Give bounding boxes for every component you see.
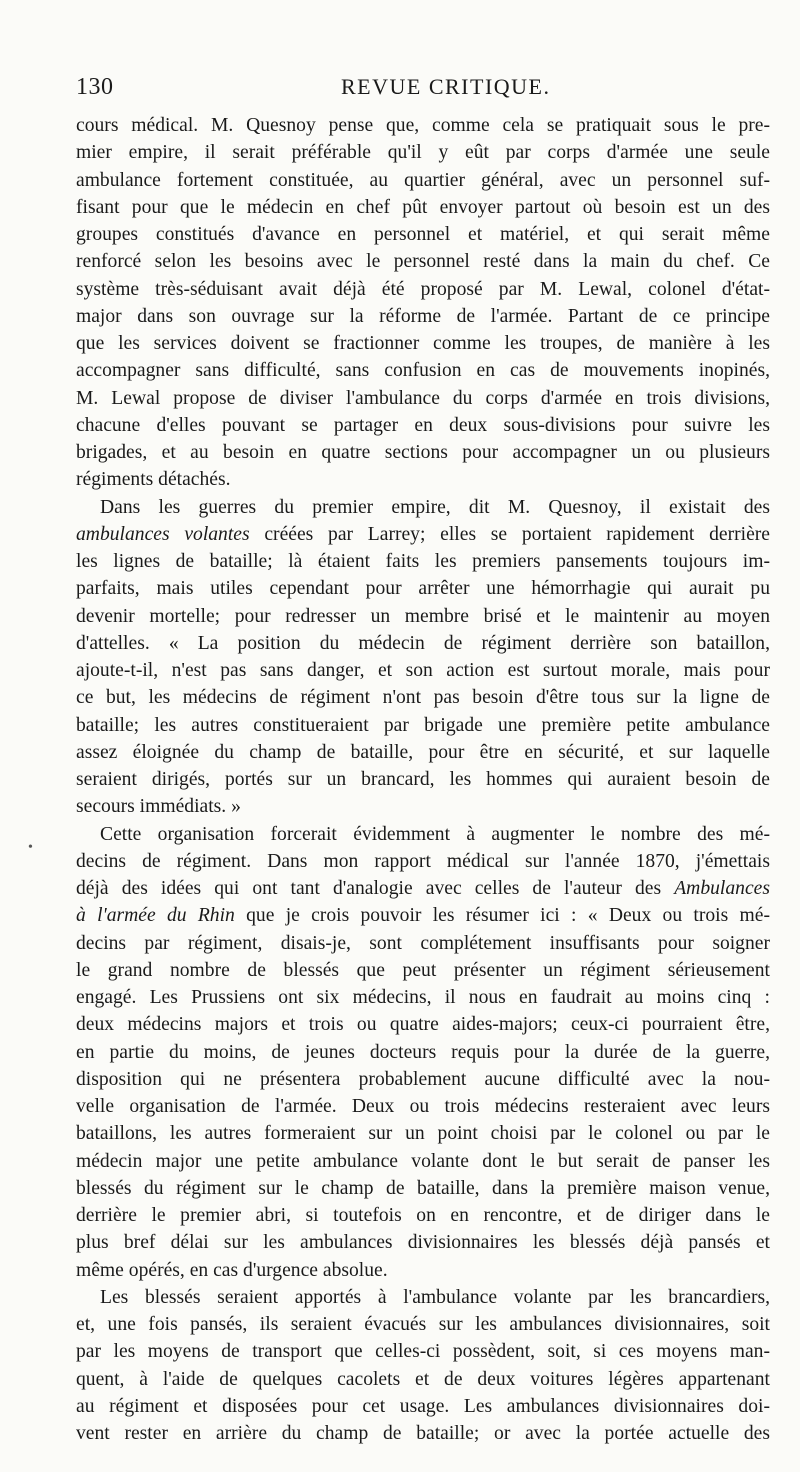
line-text: système très-séduisant avait déjà été proposé par M. Lewal, colonel d'état- xyxy=(76,278,770,300)
line-text: bataille; les autres constitueraient par brigade une première petite ambulance xyxy=(76,714,770,736)
text-line xyxy=(76,330,770,357)
text-line xyxy=(76,385,770,412)
line-text: créées par Larrey; elles se portaient rapidement derrière xyxy=(249,523,770,545)
line-text: mier empire, il serait préférable qu'il y eût par corps d'armée une seule xyxy=(76,142,770,164)
line-text: Les blessés seraient apportés à l'ambulance volante par les brancardiers, xyxy=(100,1286,770,1308)
text-line xyxy=(76,657,770,684)
text-line xyxy=(76,1338,770,1365)
line-text: derrière le premier abri, si toutefois on en rencontre, et de diriger dans le xyxy=(76,1205,770,1226)
line-text: déjà des idées qui ont tant d'analogie avec celles de l'auteur des xyxy=(76,878,675,899)
line-text: renforcé selon les besoins avec le personnel resté dans la main du chef. Ce xyxy=(76,251,770,273)
text-line xyxy=(76,357,770,384)
text-line xyxy=(76,739,770,766)
line-text: en partie du moins, de jeunes docteurs requis pour la durée de la guerre, xyxy=(76,1041,770,1063)
text-line xyxy=(76,1284,770,1311)
line-text: accompagner sans difficulté, sans confusion en cas de mouvements inopinés, xyxy=(76,360,770,382)
line-text: Cette organisation forcerait évidemment à augmenter le nombre des mé- xyxy=(100,823,770,845)
text-line xyxy=(76,1120,770,1147)
text-line xyxy=(76,1175,770,1202)
text-line xyxy=(76,1311,770,1338)
line-text: que je crois pouvoir les résumer ici : « Deux ou trois mé- xyxy=(234,905,770,927)
line-text: cours médical. M. Quesnoy pense que, comme cela se pratiquait sous le pre- xyxy=(76,115,770,136)
body-text xyxy=(76,112,770,1447)
text-line xyxy=(76,521,770,548)
text-line xyxy=(76,1229,770,1256)
line-text: chacune d'elles pouvant se partager en deux sous-divisions pour suivre les xyxy=(76,414,770,436)
text-line xyxy=(76,412,770,439)
line-text: seraient dirigés, portés sur un brancard, les hommes qui auraient besoin de xyxy=(76,769,770,790)
text-line xyxy=(76,1366,770,1393)
page-header xyxy=(76,66,770,106)
text-line xyxy=(76,957,770,984)
text-line xyxy=(76,793,770,820)
running-title: REVUE CRITIQUE. xyxy=(341,74,551,99)
line-text: régiments détachés. xyxy=(76,469,231,491)
text-line xyxy=(76,1257,770,1284)
page-number: 130 xyxy=(76,74,114,100)
line-text: plus bref délai sur les ambulances divisionnaires les blessés déjà pansés et xyxy=(76,1232,770,1254)
line-text: decins par régiment, disais-je, sont complétement insuffisants pour soigner xyxy=(76,932,770,954)
margin-mark: • xyxy=(28,840,33,855)
text-line xyxy=(76,194,770,221)
line-text: les lignes de bataille; là étaient faits les premiers pansements toujours im- xyxy=(76,551,770,572)
line-text: ambulance fortement constituée, au quartier général, avec un personnel suf- xyxy=(76,169,770,191)
text-line xyxy=(76,575,770,602)
text-line xyxy=(76,902,770,929)
italic-text: à l'armée du Rhin xyxy=(76,905,235,927)
line-text: major dans son ouvrage sur la réforme de l'armée. Partant de ce principe xyxy=(76,305,770,327)
text-line xyxy=(76,875,770,902)
text-line xyxy=(76,712,770,739)
line-text: disposition qui ne présentera probablement aucune difficulté avec la nou- xyxy=(76,1068,770,1090)
line-text: par les moyens de transport que celles-ci possèdent, soit, si ces moyens man- xyxy=(76,1341,770,1363)
text-line xyxy=(76,821,770,848)
text-line xyxy=(76,1393,770,1420)
text-line xyxy=(76,848,770,875)
line-text: vent rester en arrière du champ de bataille; or avec la portée actuelle des xyxy=(76,1423,770,1444)
text-line xyxy=(76,1093,770,1120)
line-text: fisant pour que le médecin en chef pût envoyer partout où besoin est un des xyxy=(76,196,770,218)
line-text: médecin major une petite ambulance volante dont le but serait de panser les xyxy=(76,1150,770,1172)
line-text: quent, à l'aide de quelques cacolets et de deux voitures légères appartenant xyxy=(76,1368,770,1390)
line-text: secours immédiats. » xyxy=(76,796,241,818)
line-text: engagé. Les Prussiens ont six médecins, il nous en faudrait au moins cinq : xyxy=(76,987,770,1008)
text-line xyxy=(76,221,770,248)
line-text: velle organisation de l'armée. Deux ou trois médecins resteraient avec leurs xyxy=(76,1096,770,1117)
line-text: M. Lewal propose de diviser l'ambulance du corps d'armée en trois divisions, xyxy=(76,387,770,409)
line-text: ce but, les médecins de régiment n'ont pas besoin d'être tous sur la ligne de xyxy=(76,687,770,709)
text-line xyxy=(76,248,770,275)
italic-text: ambulances volantes xyxy=(76,523,250,545)
line-text: et, une fois pansés, ils seraient évacués sur les ambulances divisionnaires, soit xyxy=(76,1314,770,1335)
text-line xyxy=(76,466,770,493)
line-text: devenir mortelle; pour redresser un membre brisé et le maintenir au moyen xyxy=(76,605,770,627)
text-line xyxy=(76,303,770,330)
text-line xyxy=(76,1039,770,1066)
text-line xyxy=(76,630,770,657)
line-text: parfaits, mais utiles cependant pour arrêter une hémorrhagie qui aurait pu xyxy=(76,578,770,600)
text-line xyxy=(76,766,770,793)
text-line xyxy=(76,1011,770,1038)
line-text: au régiment et disposées pour cet usage. Les ambulances divisionnaires doi- xyxy=(76,1395,770,1417)
text-line xyxy=(76,139,770,166)
line-text: que les services doivent se fractionner comme les troupes, de manière à les xyxy=(76,333,770,354)
line-text: Dans les guerres du premier empire, dit M. Quesnoy, il existait des xyxy=(100,496,770,518)
line-text: assez éloignée du champ de bataille, pour être en sécurité, et sur laquelle xyxy=(76,741,770,763)
line-text: blessés du régiment sur le champ de bataille, dans la première maison venue, xyxy=(76,1177,770,1199)
text-line xyxy=(76,1420,770,1447)
line-text: deux médecins majors et trois ou quatre aides-majors; ceux-ci pourraient être, xyxy=(76,1014,770,1036)
line-text: d'attelles. « La position du médecin de régiment derrière son bataillon, xyxy=(76,632,770,654)
line-text: même opérés, en cas d'urgence absolue. xyxy=(76,1259,388,1281)
text-line xyxy=(76,548,770,575)
text-line xyxy=(76,984,770,1011)
text-line xyxy=(76,276,770,303)
text-line xyxy=(76,603,770,630)
line-text: ajoute-t-il, n'est pas sans danger, et son action est surtout morale, mais pour xyxy=(76,660,770,681)
text-line xyxy=(76,1202,770,1229)
text-line xyxy=(76,439,770,466)
line-text: groupes constitués d'avance en personnel et matériel, et qui serait même xyxy=(76,224,770,245)
line-text: le grand nombre de blessés que peut présenter un régiment sérieusement xyxy=(76,959,770,981)
text-line xyxy=(76,112,770,139)
text-line xyxy=(76,1066,770,1093)
text-line xyxy=(76,1148,770,1175)
text-line xyxy=(76,167,770,194)
line-text: bataillons, les autres formeraient sur un point choisi par le colonel ou par le xyxy=(76,1123,770,1145)
italic-text: Ambulances xyxy=(674,878,770,899)
line-text: decins de régiment. Dans mon rapport médical sur l'année 1870, j'émettais xyxy=(76,850,770,872)
text-line xyxy=(76,930,770,957)
text-line xyxy=(76,494,770,521)
line-text: brigades, et au besoin en quatre sections pour accompagner un ou plusieurs xyxy=(76,442,770,463)
text-line xyxy=(76,684,770,711)
